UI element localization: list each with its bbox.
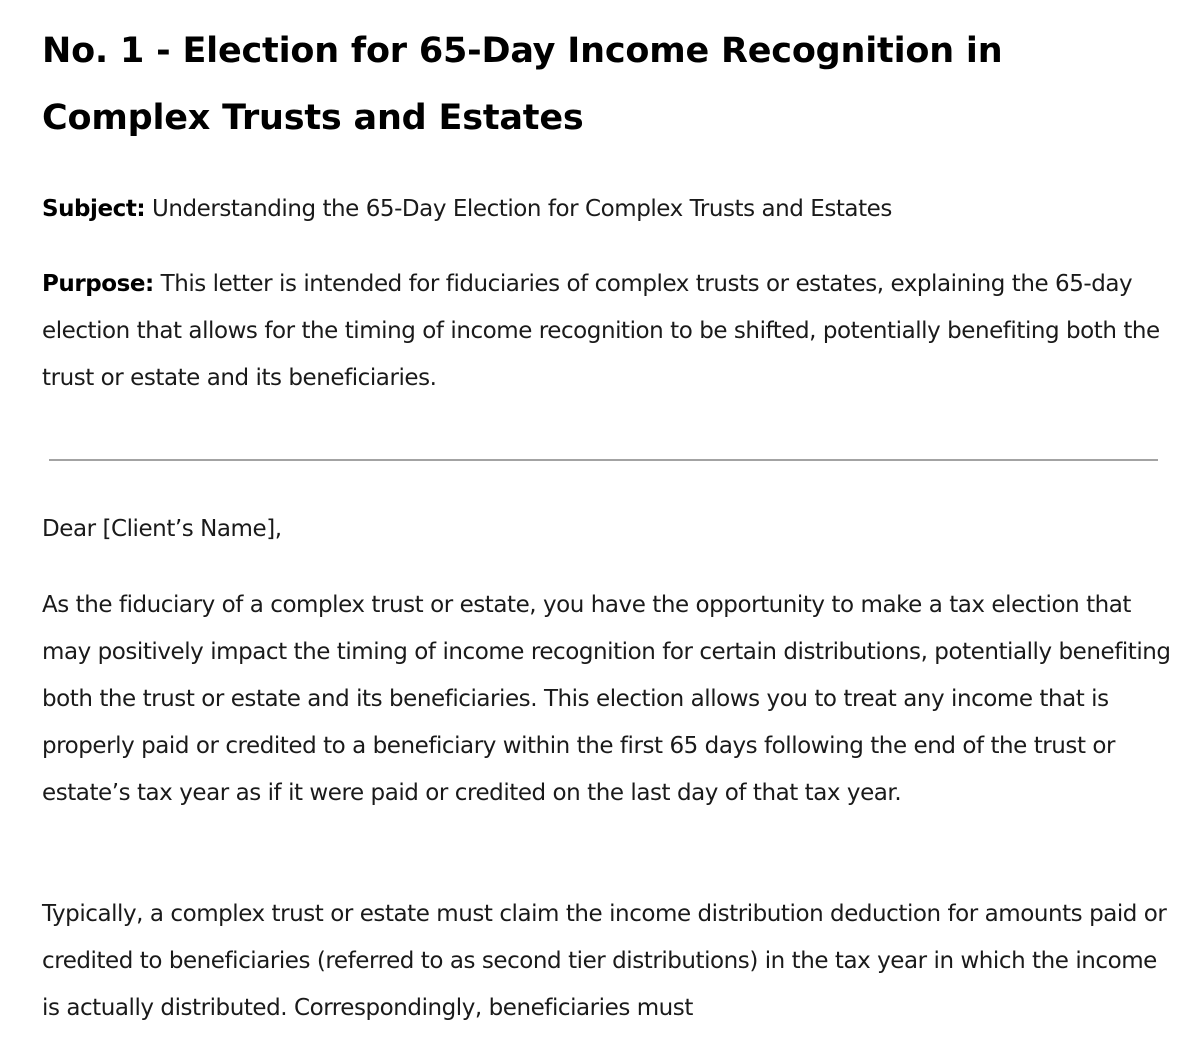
subject-text: Understanding the 65-Day Election for Complex Trusts and Estates bbox=[145, 196, 892, 222]
body-paragraph-1: As the fiduciary of a complex trust or estate, you have the opportunity to make a tax election that may positively impact the timing of income recognition for certain distributions, potentially benefiting both the trust or estate and its beneficiaries. This election allows you to treat any income that is properly paid or credited to a beneficiary within the first 65 days following the end of the trust or estate’s tax year as if it were paid or credited on the last day of that tax year. bbox=[42, 592, 1171, 806]
document-title: No. 1 - Election for 65-Day Income Recognition in Complex Trusts and Estates bbox=[42, 31, 1003, 138]
salutation: Dear [Client’s Name], bbox=[42, 516, 282, 542]
subject-label: Subject: bbox=[42, 196, 146, 222]
body-paragraph-2: Typically, a complex trust or estate must claim the income distribution deduction for amounts paid or credited to beneficiaries (referred to as second tier distributions) in the tax year in which the income is actually distributed. Correspondingly, beneficiaries must bbox=[42, 901, 1167, 1021]
purpose-text: This letter is intended for fiduciaries of complex trusts or estates, explaining the 65-day election that allows for the timing of income recognition to be shifted, potentially benefiting both the trust or estate and its beneficiaries. bbox=[42, 271, 1160, 391]
horizontal-divider bbox=[49, 459, 1158, 461]
subject-line bbox=[42, 186, 1172, 233]
purpose-line bbox=[42, 261, 1172, 402]
purpose-label: Purpose: bbox=[42, 271, 154, 297]
